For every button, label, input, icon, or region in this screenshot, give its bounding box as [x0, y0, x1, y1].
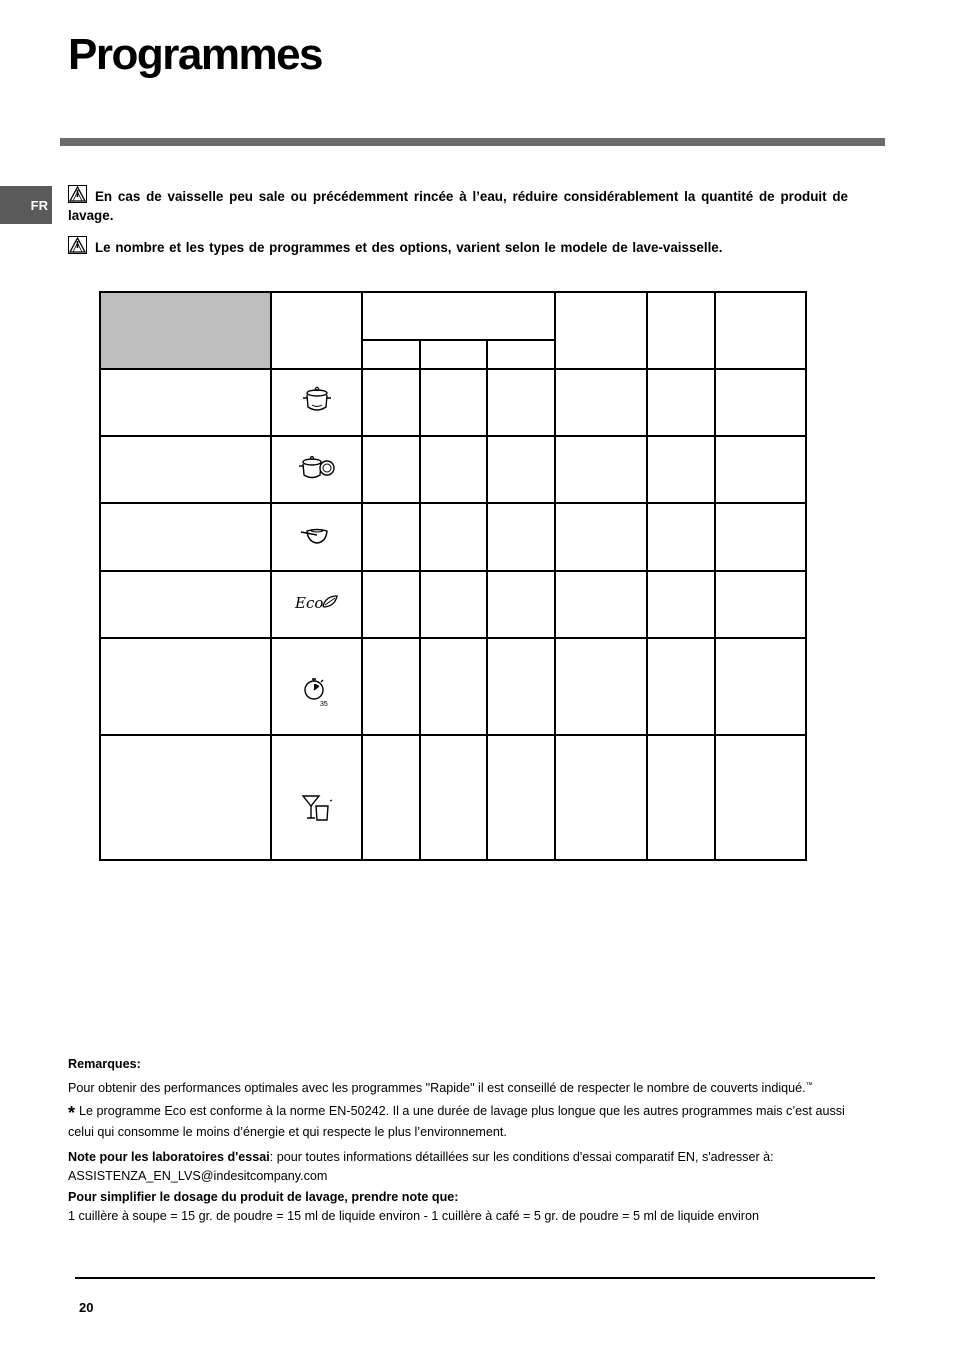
lab-note: Note pour les laboratoires d'essai: pour toutes informations détaillées sur les conditions d'essai comparatif EN, s'adresser à:: [68, 1150, 774, 1165]
table-row: [100, 503, 806, 571]
eco-leaf-icon: [293, 590, 341, 614]
remarks-heading: Remarques:: [68, 1057, 141, 1071]
remarks-section: [68, 1055, 858, 1226]
warning-triangle-icon: [68, 185, 87, 203]
subheader-cell: [362, 340, 420, 369]
delicate-glass-icon: [299, 792, 335, 824]
page-title: Programmes: [68, 30, 323, 79]
table-row: [100, 571, 806, 638]
header-cell: [715, 292, 806, 369]
dosage-note: 1 cuillère à soupe = 15 gr. de poudre = 15 ml de liquide environ - 1 cuillère à café = 5 gr. de poudre = 5 ml de liquide environ: [68, 1209, 760, 1224]
eco-note: * Le programme Eco est conforme à la norme EN-50242. Il a une durée de lavage plus longue que les autres programmes mais c’est aussi celui qui consomme le moins d’énergie et qui respecte le plus l’environnement.: [68, 1103, 845, 1140]
trademark-mark: ™: [805, 1082, 813, 1089]
footer-divider: [75, 1277, 875, 1279]
programme-table: [99, 291, 807, 861]
page-number: 20: [79, 1300, 94, 1315]
lab-email: ASSISTENZA_EN_LVS@indesitcompany.com: [68, 1169, 328, 1184]
programme-name-cell: [100, 638, 271, 735]
warning-triangle-icon: [68, 236, 87, 254]
header-group-cell: [362, 292, 555, 340]
language-tab: FR: [0, 186, 52, 224]
header-cell: [555, 292, 647, 369]
asterisk: *: [68, 1103, 76, 1124]
programme-name-cell: [100, 571, 271, 638]
table-header-row: [100, 292, 806, 340]
light-bowl-icon: [299, 522, 335, 548]
subheader-cell: [420, 340, 487, 369]
dosage-heading: Pour simplifier le dosage du produit de lavage, prendre note que:: [68, 1190, 459, 1205]
table-row: [100, 735, 806, 860]
pot-and-plate-icon: [297, 452, 337, 482]
rapid-timer-35-icon: [300, 674, 334, 708]
programme-name-cell: [100, 369, 271, 436]
title-divider: [60, 138, 885, 146]
programme-name-cell: [100, 436, 271, 503]
table-row: [100, 436, 806, 503]
subheader-cell: [487, 340, 555, 369]
warning-note-2: [68, 236, 848, 257]
table-row: [100, 638, 806, 735]
warning-note-1: [68, 185, 848, 225]
timer-label: 35: [319, 701, 328, 708]
warning-text-1: En cas de vaisselle peu sale ou précédemment rincée à l’eau, réduire considérablement la quantité de produit de lavage.: [68, 189, 848, 223]
header-programme-cell: [100, 292, 271, 369]
header-cell: [647, 292, 715, 369]
programme-name-cell: [100, 503, 271, 571]
table-row: [100, 369, 806, 436]
warning-text-2: Le nombre et les types de programmes et des options, varient selon le modele de lave-vaisselle.: [95, 240, 723, 255]
programme-name-cell: [100, 735, 271, 860]
heavy-pot-icon: [300, 385, 334, 415]
eco-label: Eco: [294, 594, 323, 612]
rapid-note: Pour obtenir des performances optimales avec les programmes "Rapide" il est conseillé de respecter le nombre de couverts indiqué.™: [68, 1081, 813, 1096]
header-icon-cell: [271, 292, 362, 369]
